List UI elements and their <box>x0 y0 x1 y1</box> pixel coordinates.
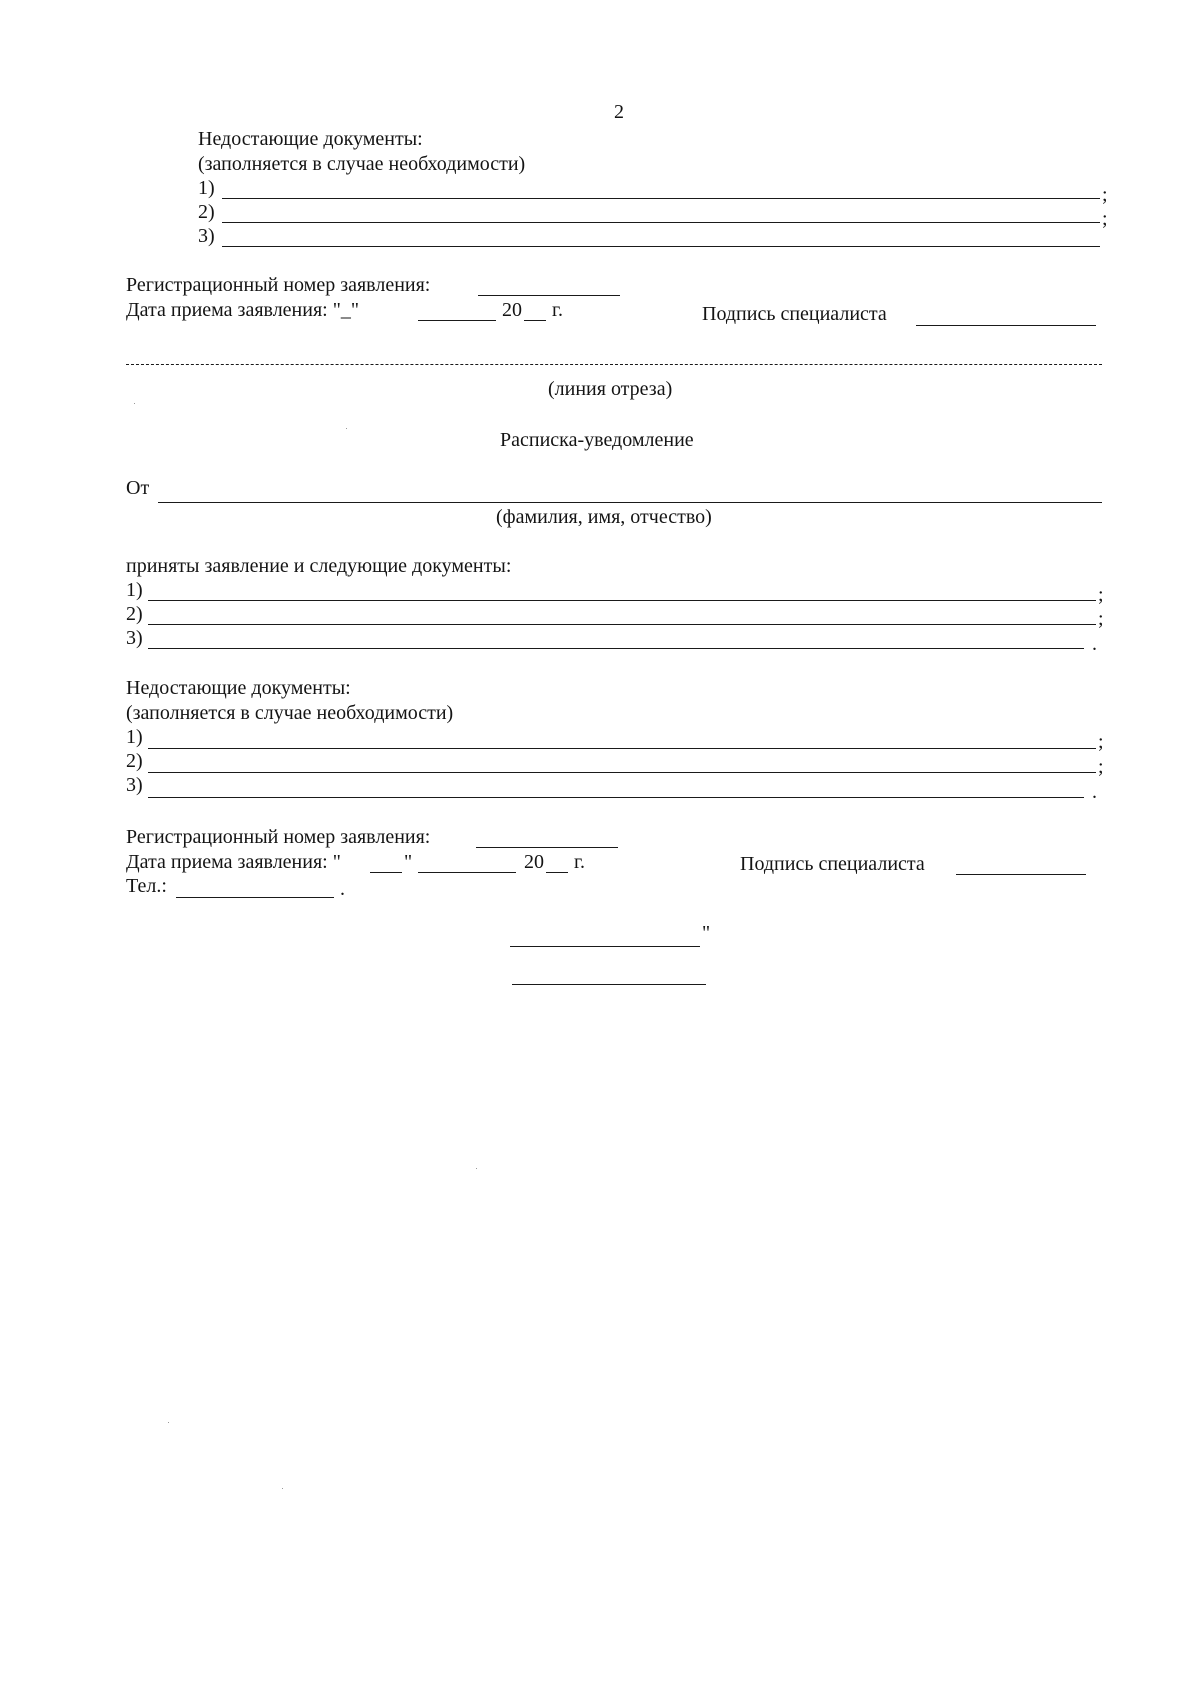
fill-line <box>148 772 1096 773</box>
date-year-line <box>524 320 546 321</box>
date-month-line <box>418 872 516 873</box>
list-item-number: 3) <box>198 225 215 247</box>
missing-docs-title: Недостающие документы: <box>198 128 423 150</box>
page-number: 2 <box>614 101 624 123</box>
fill-line <box>148 748 1096 749</box>
application-date-label: Дата приема заявления: " <box>126 851 341 873</box>
specialist-signature-line <box>916 325 1096 326</box>
receipt-title: Расписка-уведомление <box>500 429 694 451</box>
date-year-prefix: 20 <box>502 299 522 321</box>
scan-speck <box>282 1488 283 1489</box>
registration-number-line <box>478 295 620 296</box>
phone-terminator: . <box>340 878 345 900</box>
trailing-quote: " <box>702 922 711 944</box>
fill-line <box>148 624 1096 625</box>
date-month-line <box>418 320 496 321</box>
list-item-number: 3) <box>126 627 143 649</box>
list-item-terminator: ; <box>1098 608 1104 630</box>
from-name-hint: (фамилия, имя, отчество) <box>496 506 712 528</box>
scan-speck <box>476 1168 477 1169</box>
date-year-suffix: г. <box>574 851 585 873</box>
date-day-close-quote: " <box>404 851 413 873</box>
list-item-number: 2) <box>126 750 143 772</box>
list-item-terminator: . <box>1092 781 1097 803</box>
list-item-number: 1) <box>198 177 215 199</box>
date-year-line <box>546 872 568 873</box>
from-name-line <box>158 502 1102 503</box>
accepted-docs-label: приняты заявление и следующие документы: <box>126 555 512 577</box>
list-item-terminator: ; <box>1098 756 1104 778</box>
cut-line <box>126 364 1102 365</box>
fill-line <box>148 648 1084 649</box>
scan-speck <box>168 1422 169 1423</box>
date-day-line <box>370 872 402 873</box>
specialist-signature-label: Подпись специалиста <box>740 853 925 875</box>
signature-line <box>510 946 700 947</box>
fill-line <box>222 222 1100 223</box>
application-date-label: Дата приема заявления: "_" <box>126 299 360 321</box>
missing-docs-title: Недостающие документы: <box>126 677 351 699</box>
cut-line-label: (линия отреза) <box>548 378 673 400</box>
fill-line <box>222 198 1100 199</box>
phone-label: Тел.: <box>126 875 167 897</box>
specialist-signature-line <box>956 874 1086 875</box>
list-item-number: 1) <box>126 726 143 748</box>
scan-speck <box>134 403 135 404</box>
date-year-prefix: 20 <box>524 851 544 873</box>
specialist-signature-label: Подпись специалиста <box>702 303 887 325</box>
fill-line <box>148 797 1084 798</box>
registration-number-label: Регистрационный номер заявления: <box>126 274 431 296</box>
list-item-number: 1) <box>126 579 143 601</box>
scan-speck <box>346 428 347 429</box>
date-year-suffix: г. <box>552 299 563 321</box>
list-item-number: 2) <box>126 603 143 625</box>
from-label: От <box>126 477 150 499</box>
missing-docs-hint: (заполняется в случае необходимости) <box>198 153 526 175</box>
list-item-terminator: ; <box>1102 184 1108 206</box>
list-item-terminator: ; <box>1098 731 1104 753</box>
list-item-number: 3) <box>126 774 143 796</box>
list-item-number: 2) <box>198 201 215 223</box>
list-item-terminator: . <box>1092 633 1097 655</box>
fill-line <box>222 246 1100 247</box>
list-item-terminator: ; <box>1102 208 1108 230</box>
fill-line <box>148 600 1096 601</box>
registration-number-line <box>476 847 618 848</box>
signature-line <box>512 984 706 985</box>
list-item-terminator: ; <box>1098 584 1104 606</box>
registration-number-label: Регистрационный номер заявления: <box>126 826 431 848</box>
phone-line <box>176 897 334 898</box>
missing-docs-hint: (заполняется в случае необходимости) <box>126 702 454 724</box>
